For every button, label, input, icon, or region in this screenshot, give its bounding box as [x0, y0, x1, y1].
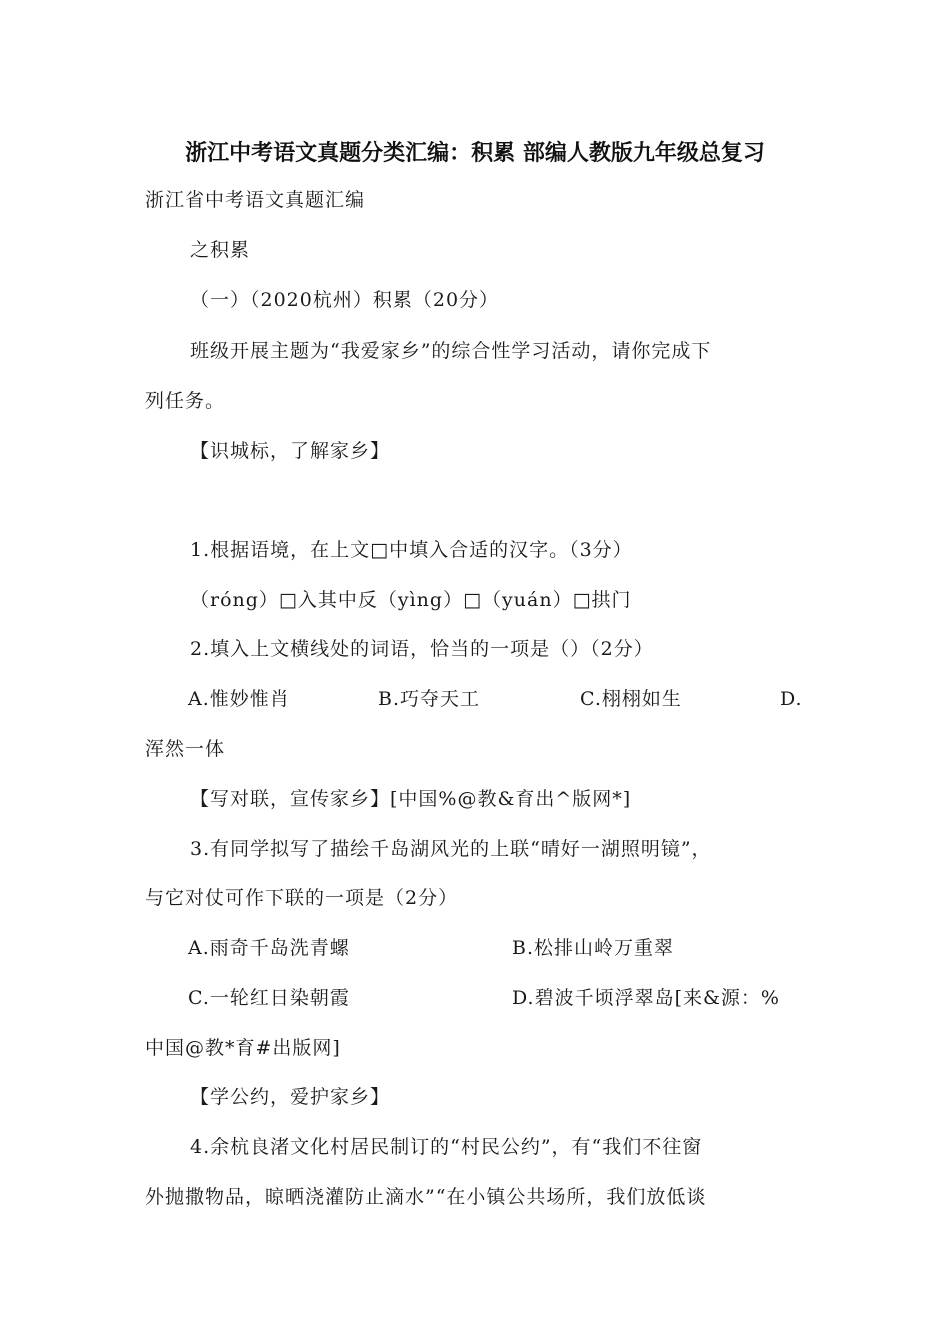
q2-option-c: C.栩栩如生	[580, 688, 682, 710]
document-title: 浙江中考语文真题分类汇编：积累 部编人教版九年级总复习	[185, 141, 765, 166]
section-heading: 之积累	[190, 239, 251, 261]
q3-option-b: B.松排山岭万重翠	[512, 937, 675, 959]
part-heading: （一）（2020杭州）积累（20分）	[190, 289, 500, 311]
q2-option-d-text: 浑然一体	[145, 738, 226, 760]
question-1-pinyin: （róng）□入其中反（yìng）□（yuán）□拱门	[190, 589, 632, 611]
intro-line-2: 列任务。	[145, 390, 226, 412]
q3-option-d-cont: 中国@教*育#出版网]	[145, 1037, 341, 1059]
question-3-line-1: 3.有同学拟写了描绘千岛湖风光的上联“晴好一湖照明镜”，	[190, 838, 712, 860]
q3-option-d: D.碧波千顷浮翠岛[来&源：%	[512, 987, 780, 1009]
question-4-line-1: 4.余杭良渚文化村居民制订的“村民公约”，有“我们不往窗	[190, 1136, 703, 1158]
q2-option-d-label: D.	[780, 688, 803, 710]
q3-option-c: C.一轮红日染朝霞	[188, 987, 350, 1009]
intro-line-1: 班级开展主题为“我爱家乡”的综合性学习活动，请你完成下	[190, 340, 712, 362]
question-2: 2.填入上文横线处的词语，恰当的一项是（）（2分）	[190, 638, 654, 660]
question-3-line-2: 与它对仗可作下联的一项是（2分）	[145, 887, 459, 909]
question-1: 1.根据语境，在上文□中填入合适的汉字。（3分）	[190, 539, 633, 561]
block1-heading: 【识城标，了解家乡】	[190, 440, 391, 462]
block2-heading: 【写对联，宣传家乡】[中国%@教&育出^版网*]	[190, 788, 632, 810]
block3-heading: 【学公约，爱护家乡】	[190, 1086, 391, 1108]
subtitle: 浙江省中考语文真题汇编	[145, 189, 366, 211]
question-4-line-2: 外抛撒物品，晾晒浇灌防止滴水”“在小镇公共场所，我们放低谈	[145, 1186, 707, 1208]
q2-option-b: B.巧夺天工	[378, 688, 481, 710]
q2-option-a: A.惟妙惟肖	[188, 688, 290, 710]
q3-option-a: A.雨奇千岛洗青螺	[188, 937, 350, 959]
